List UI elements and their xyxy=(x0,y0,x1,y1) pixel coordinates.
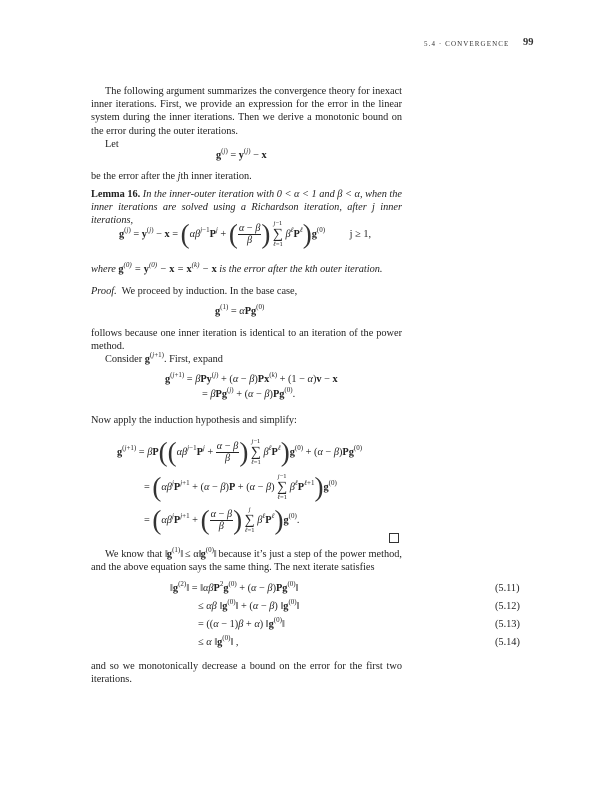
proof-start: Proof. We proceed by induction. In the base case, xyxy=(91,286,298,297)
bound-equation-5-13: = ((α − 1)β + α) $‖g^{(0)}‖$ xyxy=(198,616,285,630)
proof-apply: Now apply the induction hypothesis and simplify: xyxy=(91,415,297,426)
lemma-equation: $g^{(j)} = y^{(j)} - x = (\alpha\beta^{j-1}P^j$ + ( $\frac{\alpha - \beta}{\beta}$ ) j−1 ∑ ℓ=1 $\beta^\ell P^\ell)g^{(0)}$ j ≥ 1, xyxy=(119,218,372,249)
closing-paragraph: and so we monotonically decrease a bound on the error for the first two iterations. xyxy=(91,661,402,686)
induction-equation-line1: $g^{(j+1)} = \beta P((\alpha\beta^{j-1}P^j$ + $\frac{\alpha - \beta}{\beta}$ ) j−1 ∑ ℓ=1 $\beta^\ell P^\ell)g^{(0)} + (\alpha - \beta)Pg^{(0)}$ xyxy=(117,436,363,467)
base-case-equation: $g^{(1)} = \alpha Pg^{(0)}$ xyxy=(215,303,265,317)
equation-number: (5.14) xyxy=(495,637,520,648)
induction-equation-line3: = ($\alpha\beta^jP^{j+1}$ + ( $\frac{\alpha - \beta}{\beta}$ ) j ∑ ℓ=1 $\beta^\ell P^\ell)g^{(0)}$. xyxy=(144,504,300,535)
expand-equation-line2: = $\beta Pg^{(j)} + (\alpha - \beta)Pg^{(0)}$. xyxy=(202,386,296,400)
expand-equation-line1: $g^{(j+1)} = \beta Py^{(j)} + (\alpha - \beta)Px^{(k)} + (1 - \alpha)v - x$ xyxy=(165,371,338,385)
error-definition-equation: $g^{(j)} = y^{(j)} - x$ xyxy=(216,147,267,161)
equation-number: (5.13) xyxy=(495,619,520,630)
lemma-condition: j ≥ 1, xyxy=(349,228,372,240)
proof-follows: follows because one inner iteration is identical to an iteration of the power method. xyxy=(91,328,402,353)
lemma-statement: Lemma 16. In the inner-outer iteration with 0 < α < 1 and β < α, when the inner iterations are solved using a Richardson iteration, after j inner iterations, xyxy=(91,189,403,227)
bound-equation-5-11: $‖g^{(2)}‖$ = $‖\alpha\beta P^2g^{(0)} + (\alpha$ − $\beta)Pg^{(0)}‖$ xyxy=(170,580,299,594)
lemma-label: Lemma 16. xyxy=(91,189,141,200)
after-proof-paragraph: We know that $‖g^{(1)}‖$ ≤ $\alpha‖g^{(0)}‖$ because it’s just a step of the power method, and the above equation says the same thing. The next iterate satisfies xyxy=(91,546,402,574)
proof-label: Proof. xyxy=(91,286,117,297)
bound-equation-5-14: ≤ α $‖g^{(0)}‖$ , xyxy=(198,634,239,648)
induction-equation-line2: = ($\alpha\beta^jP^{j+1} + (\alpha - \beta)P + (\alpha - \beta)$ j−1 ∑ ℓ=1 $\beta^\ell P^{\ell+1})g^{(0)}$ xyxy=(144,471,337,502)
intro-paragraph: The following argument summarizes the convergence theory for inexact inner iterations. First, we provide an expression for the error in the linear system during the inner iterations. Then we derive a monotonic bound on the error during the outer iterations. xyxy=(91,86,402,137)
page-number: 99 xyxy=(523,37,534,48)
equation-number: (5.12) xyxy=(495,601,520,612)
error-definition-text: be the error after the jth inner iteration. xyxy=(91,171,252,182)
equation-number: (5.11) xyxy=(495,583,520,594)
running-header: 5.4 · CONVERGENCE xyxy=(424,40,510,48)
qed-symbol xyxy=(389,533,399,543)
lemma-where: where $g^{(0)} = y^{(0)} - x = x^{(k)} - x$ is the error after the kth outer iteration. xyxy=(91,261,383,275)
let-text: Let xyxy=(105,139,119,150)
bound-equation-5-12: ≤ αβ $‖g^{(0)}‖ + (\alpha - \beta)$ $‖g^{(0)}‖$ xyxy=(198,598,300,612)
proof-consider: Consider $g^{(j+1)}$. First, expand xyxy=(105,351,223,365)
